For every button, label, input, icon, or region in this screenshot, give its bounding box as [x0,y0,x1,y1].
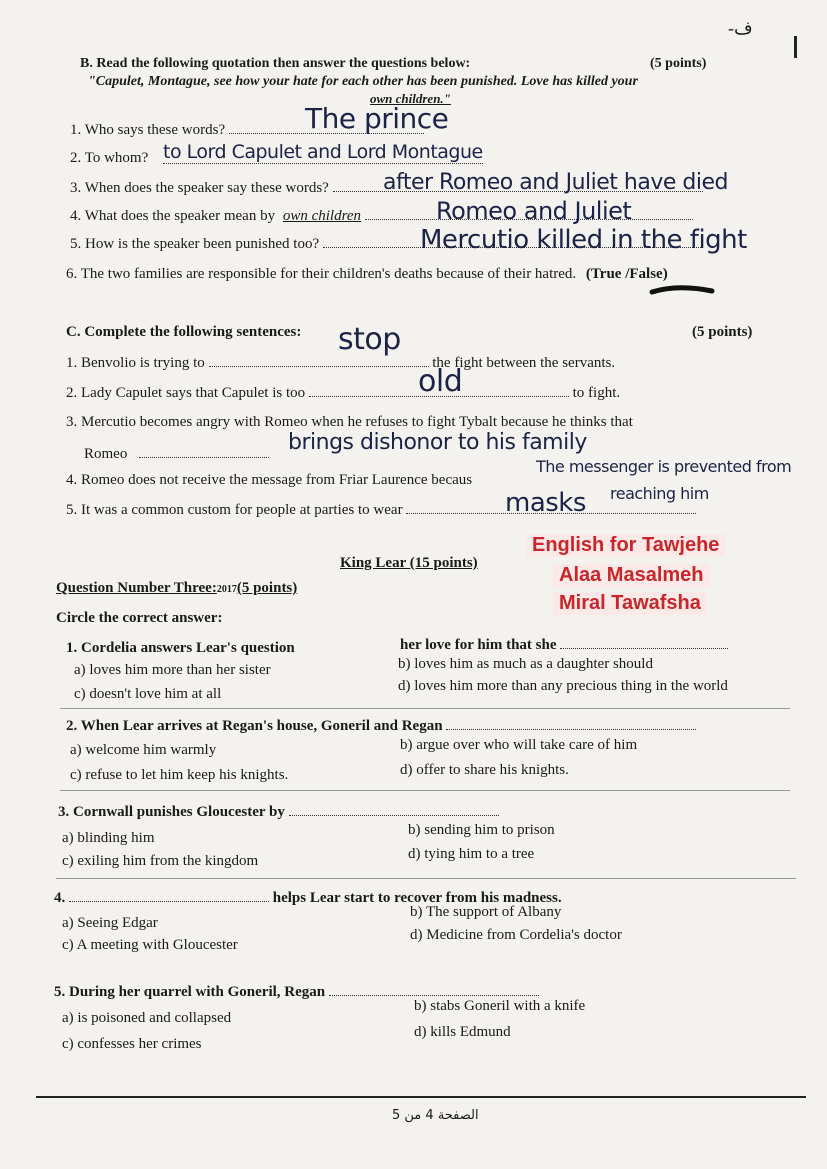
lear-q4-option-a: a) Seeing Edgar [62,915,158,931]
question-b2 [70,150,148,167]
answer-line [289,805,499,816]
sentence-text-end: to fight. [572,385,621,401]
lear-q1-stem-tail [400,637,728,654]
question-text: 6. The two families are responsible for their children's deaths because of their hatred. [66,266,577,282]
question-text: 5. How is the speaker been punished too? [70,236,320,252]
answer-b2: to Lord Capulet and Lord Montague [163,141,483,163]
question-text: 3. When does the speaker say these words? [70,180,329,196]
section-b-points: (5 points) [650,56,707,71]
sentence-c5 [66,502,696,519]
answer-b1: The prince [305,102,449,135]
divider [60,708,790,709]
lear-q5-option-b: b) stabs Goneril with a knife [414,998,586,1014]
section-c-points: (5 points) [692,324,753,340]
stem-text: 5. During her quarrel with Goneril, Regan [54,984,326,1000]
true-underline-mark [648,282,718,298]
sentence-text: 2. Lady Capulet says that Capulet is too [66,385,306,401]
sentence-text: 1. Benvolio is trying to [66,355,205,371]
lear-q1-option-b: b) loves him as much as a daughter should [398,656,653,672]
lear-q3-option-c: c) exiling him from the kingdom [62,853,259,869]
divider [56,878,796,879]
divider [60,790,790,791]
circle-instruction: Circle the correct answer: [56,610,223,626]
page-number: الصفحة 4 من 5 [392,1108,479,1123]
lear-q4-option-b: b) The support of Albany [410,904,562,920]
question-b6 [66,266,668,283]
answer-c2: old [418,364,463,399]
lear-q5-option-a: a) is poisoned and collapsed [62,1010,232,1026]
sentence-text-end: the fight between the servants. [432,355,616,371]
quotation-line-2: own children." [370,91,451,106]
watermark-line-1: English for Tawjehe [526,534,725,557]
answer-line [560,638,728,649]
answer-c4-line2: reaching him [610,484,709,503]
footer-rule [36,1096,806,1098]
question-text: 1. Who says these words? [70,122,226,138]
sentence-c3: 3. Mercutio becomes angry with Romeo when he refuses to fight Tybalt because he thinks that [66,414,633,430]
lear-q1-option-c: c) doesn't love him at all [74,686,222,702]
lear-q1-option-a: a) loves him more than her sister [74,662,271,678]
sentence-c3-line2 [84,446,269,463]
question-year: 2017 [216,584,237,595]
lear-q3-option-d: d) tying him to a tree [408,846,535,862]
question-points: (5 points) [236,580,298,596]
stem-tail-text: her love for him that she [400,637,557,653]
answer-c5: masks [505,488,586,518]
lear-q2-option-c: c) refuse to let him keep his knights. [70,767,289,783]
sentence-c2 [66,385,620,402]
sentence-c1 [66,355,615,372]
watermark-line-3: Miral Tawafsha [553,592,707,615]
lear-q2-option-b: b) argue over who will take care of him [400,737,638,753]
question-three-heading [56,580,297,597]
answer-b5: Mercutio killed in the fight [420,225,747,255]
stem-text: 2. When Lear arrives at Regan's house, Goneril and Regan [66,718,443,734]
stem-text: 3. Cornwall punishes Gloucester by [58,804,285,820]
quotation-line-1: "Capulet, Montague, see how your hate for each other has been punished. Love has killed your [88,74,638,89]
own-children-phrase: own children [282,208,362,224]
question-text: 4. What does the speaker mean by [70,208,276,224]
answer-b3: after Romeo and Juliet have died [383,170,728,195]
lear-q3-option-b: b) sending him to prison [408,822,555,838]
answer-c4-line1: The messenger is prevented from [536,457,792,476]
lear-q3-option-a: a) blinding him [62,830,155,846]
answer-line [446,719,696,730]
answer-c3: brings dishonor to his family [288,430,587,455]
lear-q5-option-c: c) confesses her crimes [62,1036,202,1052]
lear-q1-option-d: d) loves him more than any precious thing in the world [398,678,728,694]
stem-tail-text: helps Lear start to recover from his madness. [272,890,562,906]
answer-c1: stop [338,322,401,357]
corner-mark: -ف [728,18,753,38]
lear-q2-option-d: d) offer to share his knights. [400,762,569,778]
king-lear-title: King Lear (15 points) [340,555,478,571]
answer-line [209,356,429,367]
question-title: Question Number Three: [56,580,217,596]
true-false-option: (True /False) [585,266,668,282]
lear-q5-option-d: d) kills Edmund [414,1024,511,1040]
lear-q1-stem: 1. Cordelia answers Lear's question [66,640,295,656]
watermark-line-2: Alaa Masalmeh [553,564,710,587]
stem-text: 4. [54,890,66,906]
answer-line [139,447,269,458]
section-b-heading: B. Read the following quotation then answer the questions below: [80,56,471,71]
lear-q2-option-a: a) welcome him warmly [70,742,217,758]
answer-line [329,985,539,996]
lear-q3-stem [58,804,499,821]
lear-q4-option-c: c) A meeting with Gloucester [62,937,238,953]
answer-line [69,891,269,902]
section-c-heading: C. Complete the following sentences: [66,324,302,340]
lear-q4-option-d: d) Medicine from Cordelia's doctor [410,927,622,943]
lear-q2-stem [66,718,696,735]
sentence-text: Romeo [84,446,128,462]
question-text: 2. To whom? [70,150,149,166]
sentence-text: 5. It was a common custom for people at parties to wear [66,502,403,518]
answer-b4: Romeo and Juliet [436,197,632,225]
edge-mark [794,36,797,58]
sentence-c4: 4. Romeo does not receive the message from Friar Laurence becaus [66,472,473,488]
